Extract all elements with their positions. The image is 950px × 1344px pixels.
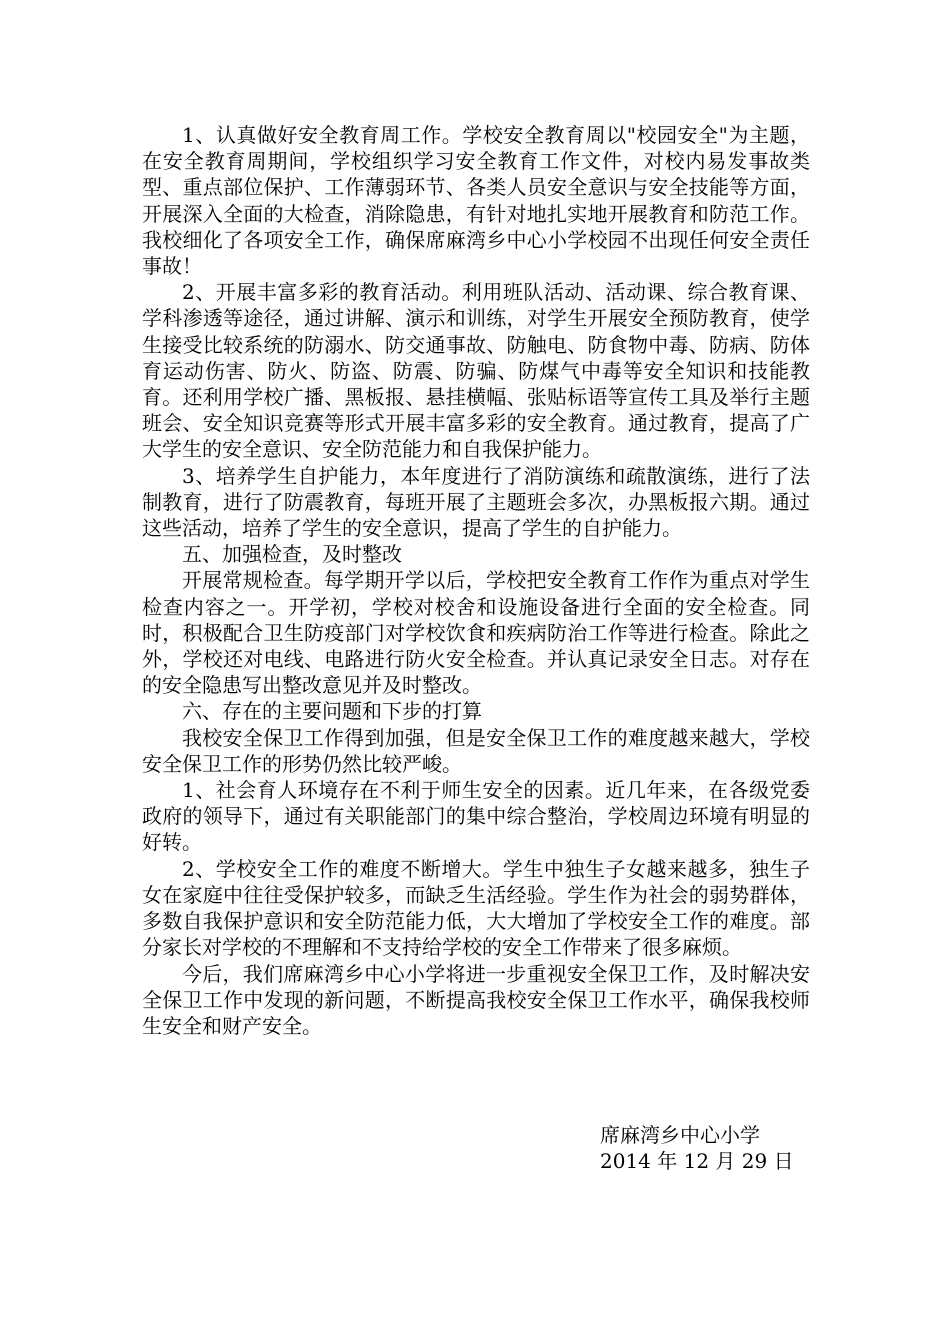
paragraph-security-situation: 我校安全保卫工作得到加强，但是安全保卫工作的难度越来越大，学校安全保卫工作的形势仍然比较严峻。 bbox=[142, 725, 810, 776]
paragraph-future-plans: 今后，我们席麻湾乡中心小学将进一步重视安全保卫工作，及时解决安全保卫工作中发现的新问题，不断提高我校安全保卫工作水平，确保我校师生安全和财产安全。 bbox=[142, 961, 810, 1038]
paragraph-safety-week: 1、认真做好安全教育周工作。学校安全教育周以"校园安全"为主题，在安全教育周期间，学校组织学习安全教育工作文件，对校内易发事故类型、重点部位保护、工作薄弱环节、各类人员安全意识与安全技能等方面，开展深入全面的大检查，消除隐患，有针对地扎实地开展教育和防范工作。我校细化了各项安全工作，确保席麻湾乡中心小学校园不出现任何安全责任事故！ bbox=[142, 123, 810, 279]
document-body bbox=[142, 122, 810, 1039]
paragraph-education-activities: 2、开展丰富多彩的教育活动。利用班队活动、活动课、综合教育课、学科渗透等途径，通过讲解、演示和训练，对学生开展安全预防教育，使学生接受比较系统的防溺水、防交通事故、防触电、防食物中毒、防病、防体育运动伤害、防火、防盗、防震、防骗、防煤气中毒等安全知识和技能教育。还利用学校广播、黑板报、悬挂横幅、张贴标语等宣传工具及举行主题班会、安全知识竞赛等形式开展丰富多彩的安全教育。通过教育，提高了广大学生的安全意识、安全防范能力和自我保护能力。 bbox=[142, 280, 810, 462]
signature-block bbox=[600, 1122, 794, 1174]
signature-date: 2014 年 12 月 29 日 bbox=[600, 1149, 794, 1173]
signature-organization: 席麻湾乡中心小学 bbox=[600, 1123, 760, 1147]
section-heading-inspection: 五、加强检查，及时整改 bbox=[182, 542, 402, 567]
paragraph-self-protection: 3、培养学生自护能力，本年度进行了消防演练和疏散演练，进行了法制教育，进行了防震教育，每班开展了主题班会多次，办黑板报六期。通过这些活动，培养了学生的安全意识，提高了学生的自护能力。 bbox=[142, 463, 810, 541]
paragraph-difficulty-increase: 2、学校安全工作的难度不断增大。学生中独生子女越来越多，独生子女在家庭中往往受保护较多，而缺乏生活经验。学生作为社会的弱势群体，多数自我保护意识和安全防范能力低，大大增加了学校安全工作的难度。部分家长对学校的不理解和不支持给学校的安全工作带来了很多麻烦。 bbox=[142, 856, 810, 960]
section-heading-problems-plans: 六、存在的主要问题和下步的打算 bbox=[182, 699, 482, 724]
paragraph-routine-inspection: 开展常规检查。每学期开学以后，学校把安全教育工作作为重点对学生检查内容之一。开学初，学校对校舍和设施设备进行全面的安全检查。同时，积极配合卫生防疫部门对学校饮食和疾病防治工作等进行检查。除此之外，学校还对电线、电路进行防火安全检查。并认真记录安全日志。对存在的安全隐患写出整改意见并及时整改。 bbox=[142, 568, 810, 698]
paragraph-social-environment: 1、社会育人环境存在不利于师生安全的因素。近几年来，在各级党委政府的领导下，通过有关职能部门的集中综合整治，学校周边环境有明显的好转。 bbox=[142, 778, 810, 855]
